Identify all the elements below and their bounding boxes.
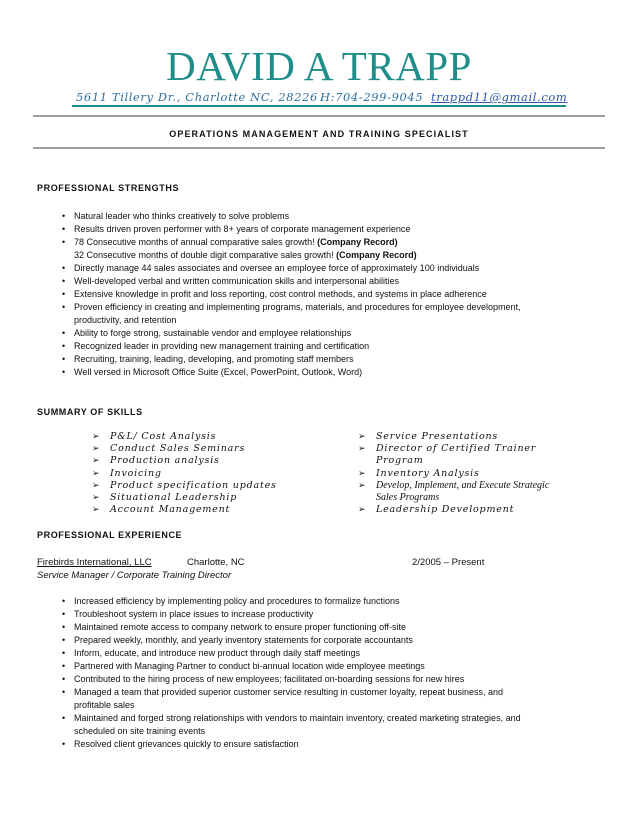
list-item: • Partnered with Managing Partner to conduct bi-annual location wide employee meetings <box>62 660 582 673</box>
skill-item: ➢ Leadership Development <box>358 504 515 516</box>
skill-item-continuation: Sales Programs <box>376 492 440 504</box>
company-name: Firebirds International, LLC <box>37 557 152 568</box>
arrow-bullet-icon: ➢ <box>92 456 101 467</box>
list-item: • 78 Consecutive months of annual comparative sales growth! (Company Record) <box>62 236 582 249</box>
skill-item: ➢ Product specification updates <box>92 479 277 491</box>
list-item-continuation: productivity, and retention <box>74 315 177 325</box>
list-item-continuation: 32 Consecutive months of double digit comparative sales growth! (Company Record) <box>74 250 417 260</box>
arrow-bullet-icon: ➢ <box>92 444 101 455</box>
arrow-bullet-icon: ➢ <box>358 505 367 516</box>
strengths-list <box>62 210 582 379</box>
record-tag: (Company Record) <box>336 250 417 260</box>
list-item-continuation: profitable sales <box>74 700 135 710</box>
skill-item: ➢ Situational Leadership <box>92 492 238 504</box>
header-divider <box>72 105 566 107</box>
list-item: • Prepared weekly, monthly, and yearly inventory statements for corporate accountants <box>62 634 582 647</box>
list-item: • Maintained remote access to company network to ensure proper functioning off-site <box>62 621 582 634</box>
headline-top-rule <box>33 115 605 117</box>
email-link[interactable]: trappd11@gmail.com <box>431 90 568 104</box>
list-item: • Increased efficiency by implementing policy and procedures to formalize functions <box>62 595 582 608</box>
list-item: • Results driven proven performer with 8+ years of corporate management experience <box>62 223 582 236</box>
arrow-bullet-icon: ➢ <box>358 468 367 479</box>
job-title: Service Manager / Corporate Training Director <box>37 570 232 581</box>
address-text: 5611 Tillery Dr., Charlotte NC, 28226 <box>76 90 318 104</box>
skills-list-right <box>358 431 578 516</box>
headline-title: OPERATIONS MANAGEMENT AND TRAINING SPECIALIST <box>169 129 469 139</box>
skill-item: ➢ P&L/ Cost Analysis <box>92 431 217 442</box>
list-item: • Managed a team that provided superior customer service resulting in customer loyalty, repeat business, and <box>62 686 582 699</box>
skill-item: ➢ Service Presentations <box>358 431 499 442</box>
arrow-bullet-icon: ➢ <box>358 432 367 442</box>
phone-text: H:704-299-9045 <box>320 90 424 104</box>
headline-bottom-rule <box>33 147 605 149</box>
arrow-bullet-icon: ➢ <box>358 480 366 491</box>
skill-item: ➢ Invoicing <box>92 467 162 479</box>
list-item: • Contributed to the hiring process of new employees; facilitated on-boarding sessions for new hires <box>62 673 582 686</box>
experience-heading: PROFESSIONAL EXPERIENCE <box>37 530 183 540</box>
skill-item-continuation: Program <box>376 455 424 467</box>
list-item: • Inform, educate, and introduce new product through daily staff meetings <box>62 647 582 660</box>
list-item: • Extensive knowledge in profit and loss reporting, cost control methods, and systems in place adherence <box>62 288 582 301</box>
list-item: • Directly manage 44 sales associates and oversee an employee force of approximately 100 individuals <box>62 262 582 275</box>
arrow-bullet-icon: ➢ <box>92 468 101 479</box>
skill-item: ➢ Conduct Sales Seminars <box>92 443 246 455</box>
strengths-heading: PROFESSIONAL STRENGTHS <box>37 183 180 193</box>
skill-item: ➢ Inventory Analysis <box>358 467 480 479</box>
skill-item: ➢ Production analysis <box>92 455 220 467</box>
experience-list <box>62 595 582 751</box>
record-tag: (Company Record) <box>317 237 398 247</box>
list-item: • Resolved client grievances quickly to ensure satisfaction <box>62 738 582 751</box>
job-dates: 2/2005 – Present <box>412 557 485 568</box>
list-item: • Ability to forge strong, sustainable vendor and employee relationships <box>62 327 582 340</box>
list-item: • Recognized leader in providing new management training and certification <box>62 340 582 353</box>
list-item-continuation: scheduled on site training events <box>74 726 206 736</box>
skills-heading: SUMMARY OF SKILLS <box>37 407 143 417</box>
arrow-bullet-icon: ➢ <box>358 444 367 455</box>
list-item: • Well-developed verbal and written communication skills and interpersonal abilities <box>62 275 582 288</box>
list-item: • Well versed in Microsoft Office Suite (Excel, PowerPoint, Outlook, Word) <box>62 366 582 379</box>
resume-name: DAVID A TRAPP <box>166 43 472 89</box>
job-location: Charlotte, NC <box>187 557 245 568</box>
list-item: • Recruiting, training, leading, developing, and promoting staff members <box>62 353 582 366</box>
list-item: • Troubleshoot system in place issues to increase productivity <box>62 608 582 621</box>
list-item: • Natural leader who thinks creatively to solve problems <box>62 210 582 223</box>
arrow-bullet-icon: ➢ <box>92 480 101 491</box>
skill-item: ➢ Develop, Implement, and Execute Strategic <box>358 479 550 491</box>
list-item: • Proven efficiency in creating and implementing programs, materials, and procedures for employee development, <box>62 301 582 314</box>
list-item: • Maintained and forged strong relationships with vendors to maintain inventory, created marketing strategies, and <box>62 712 582 725</box>
skill-item: ➢ Account Management <box>92 504 231 516</box>
arrow-bullet-icon: ➢ <box>92 493 101 504</box>
arrow-bullet-icon: ➢ <box>92 505 101 516</box>
skill-item: ➢ Director of Certified Trainer <box>358 443 537 455</box>
arrow-bullet-icon: ➢ <box>92 432 101 442</box>
skills-list-left <box>92 431 312 516</box>
